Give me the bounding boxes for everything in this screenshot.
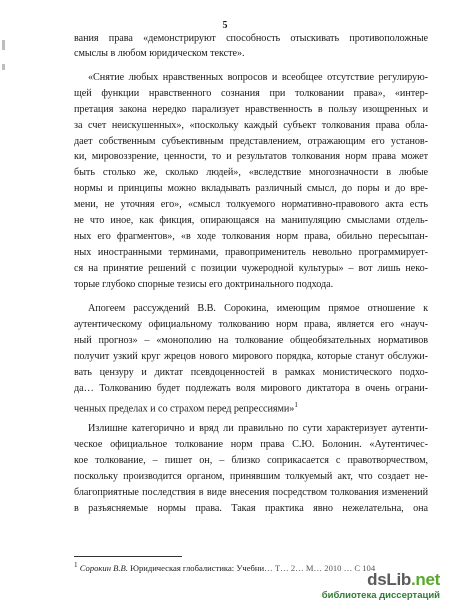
- watermark: [322, 570, 440, 601]
- text-line: за счет неискушенных», «поскольку каждый субъект толкования права обла-: [74, 120, 428, 131]
- text-line: быть столько же, сколько людей», «вследствие многозначности в любые: [74, 167, 428, 178]
- text-line: не что иное, как фикция, опирающаяся на манипуляцию смыслами отдель-: [74, 215, 428, 226]
- text-line: претация закона нередко парализует нравственность в пользу изощренных и: [74, 104, 428, 115]
- page-number: 5: [222, 20, 228, 31]
- text-line: вать цензуру и диктат псевдоценностей в рамках монистического подхо-: [74, 367, 428, 378]
- text-line: смыслы в любом юридическом тексте».: [74, 48, 245, 59]
- text-line: вания права «демонстрируют способность отыскивать противоположные: [74, 33, 428, 44]
- text-line: да… Толкованию будет подлежать воля мирового диктатора в очень ограни-: [74, 383, 428, 394]
- watermark-logo-accent: .net: [410, 570, 440, 589]
- text-line: «Снятие любых нравственных вопросов и всеобщее отсутствие регулирую-: [88, 72, 428, 83]
- footnote-text: Юридическая глобалистика: Учебни: [130, 562, 265, 573]
- text-line: ки, мировоззрение, ценности, то и результатов толкования норм права может: [74, 151, 428, 162]
- watermark-logo-main: dsLib: [367, 570, 411, 589]
- watermark-subtitle: библиотека диссертаций: [321, 590, 440, 601]
- text-line: мени, не уточняя его», «смысл толкуемого нормативно-правового акта есть: [74, 199, 428, 210]
- text-line: аутентическому официальному толкованию норм права, является его «науч-: [74, 319, 428, 330]
- text-line: Апогеем рассуждений В.В. Сорокина, имеющим прямое отношение к: [88, 303, 428, 314]
- text-line: ных иностранными терминами, правоприменитель невольно программирует-: [74, 247, 428, 258]
- text-line: получит узкий круг жрецов нового мирового порядка, которые станут обслужи-: [74, 351, 428, 362]
- scan-margin-mark: [2, 40, 5, 50]
- scan-margin-mark: [2, 64, 5, 70]
- text-line: дает собственным субъективным представлением, отражающим его установ-: [74, 136, 428, 147]
- text-line: нормы и принципы можно вкладывать различный смысл, до поры и до вре-: [74, 183, 428, 194]
- watermark-logo: [322, 570, 440, 590]
- footnote-cut-text: … Т… 2… М… 2010 … С 104: [264, 562, 376, 573]
- text-line: поскольку производится органом, принявшим толкуемый акт, что создает не-: [74, 471, 428, 482]
- text-line: ческое официальное толкование норм права С.Ю. Болонин. «Аутентичес-: [74, 439, 428, 450]
- text-line: ся на принятие решений с позиции чужеродной культуры» – вот лишь неко-: [74, 263, 428, 274]
- footnote-reference[interactable]: 1: [294, 401, 298, 409]
- text-line: Излишне категорично и вряд ли правильно по сути характеризует аутенти-: [88, 423, 428, 434]
- text-line: кое толкование, – пишет он, – близко соприкасается с правотворчеством,: [74, 455, 428, 466]
- footnote-number: 1: [74, 561, 78, 569]
- text-line: торые глубоко спорные тезисы его доктринального подхода.: [74, 279, 334, 290]
- text-line: [74, 399, 298, 415]
- text-line: благоприятные последствия в виде внесения посредством толкования изменений: [74, 487, 428, 498]
- text-line: ных его фрагментов», «в ходе толкования норм права, обильно пересыпан-: [74, 231, 428, 242]
- text-line: ный прогноз» – «монополию на толкование общеобязательных нормативов: [74, 335, 428, 346]
- text-line-content: ченных пределах и со страхом перед репрессиями»: [74, 403, 295, 415]
- footnote-divider: [74, 556, 182, 557]
- text-line: в разъясняемые нормы права. Такая практика явно нежелательна, она: [74, 503, 428, 514]
- text-line: щей функции нравственного сознания при толковании права», «интер-: [74, 88, 428, 99]
- footnote-author: Сорокин В.В.: [79, 562, 128, 573]
